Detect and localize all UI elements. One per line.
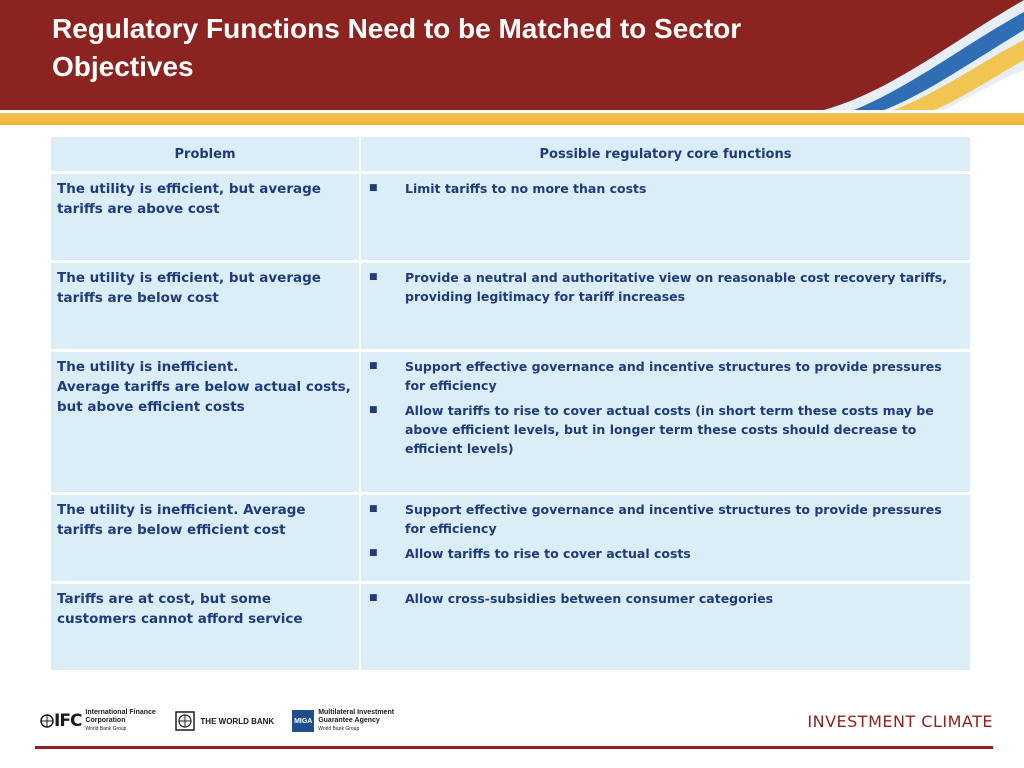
investment-climate-brand: INVESTMENT CLIMATE (807, 712, 993, 731)
footer-logos (40, 708, 400, 734)
problem-text: The utility is efficient, but average tariffs are below cost (57, 270, 321, 306)
miga-name: Multilateral Investment Guarantee Agency World Bank Group (318, 709, 395, 732)
problem-text: Tariffs are at cost, but some customers cannot afford service (57, 591, 303, 627)
functions-cell (361, 584, 970, 670)
problem-cell (51, 495, 359, 581)
table-row (51, 352, 970, 492)
function-bullet-item (369, 589, 964, 608)
function-text: Allow cross-subsidies between consumer categories (405, 591, 774, 606)
problem-cell (51, 174, 359, 260)
problem-text: The utility is inefficient. (57, 359, 239, 375)
square-bullet-icon: ■ (369, 548, 378, 558)
problem-text: The utility is inefficient. Average tariffs are below efficient cost (57, 502, 306, 538)
function-bullet-item (369, 179, 964, 198)
function-bullet-item (369, 401, 964, 458)
table-header-row (51, 137, 970, 171)
functions-cell (361, 495, 970, 581)
world-bank-globe-icon (175, 711, 195, 731)
function-bullet-item (369, 500, 964, 538)
column-header-problem: Problem (51, 137, 359, 171)
ifc-mark: IFC (54, 711, 82, 731)
square-bullet-icon: ■ (369, 405, 378, 415)
functions-cell (361, 352, 970, 492)
function-text: Allow tariffs to rise to cover actual costs (405, 546, 691, 561)
table-row (51, 584, 970, 670)
slide-header (0, 0, 1024, 110)
table-row (51, 174, 970, 260)
problem-cell (51, 584, 359, 670)
function-text: Limit tariffs to no more than costs (405, 181, 647, 196)
ifc-logo (40, 709, 157, 733)
problem-cell (51, 263, 359, 349)
column-header-functions: Possible regulatory core functions (361, 137, 970, 171)
header-swoosh-graphic (784, 0, 1024, 110)
function-bullet-item (369, 357, 964, 395)
function-text: Support effective governance and incentive structures to provide pressures for efficiency (405, 502, 942, 536)
world-bank-logo (175, 711, 274, 731)
footer-rule (35, 746, 993, 749)
ifc-name: International Finance Corporation World Bank Group (85, 709, 156, 732)
problem-text: Average tariffs are below actual costs, but above efficient costs (57, 379, 351, 415)
square-bullet-icon: ■ (369, 183, 378, 193)
functions-cell (361, 174, 970, 260)
table-row (51, 495, 970, 581)
square-bullet-icon: ■ (369, 272, 378, 282)
miga-logo (292, 709, 400, 733)
square-bullet-icon: ■ (369, 504, 378, 514)
globe-icon (40, 714, 54, 728)
world-bank-name: THE WORLD BANK (200, 716, 275, 726)
function-text: Provide a neutral and authoritative view on reasonable cost recovery tariffs, providing legitimacy for tariff increases (405, 270, 947, 304)
function-text: Allow tariffs to rise to cover actual costs (in short term these costs may be above efficient levels, but in longer term these costs should decrease to efficient levels) (405, 403, 934, 456)
problem-cell (51, 352, 359, 492)
function-text: Support effective governance and incentive structures to provide pressures for efficiency (405, 359, 942, 393)
function-bullet-item (369, 544, 964, 563)
slide-title: Regulatory Functions Need to be Matched to Sector Objectives (52, 13, 742, 82)
functions-cell (361, 263, 970, 349)
table-row (51, 263, 970, 349)
square-bullet-icon: ■ (369, 361, 378, 371)
regulatory-functions-table (49, 134, 972, 673)
function-bullet-item (369, 268, 964, 306)
header-gold-stripe (0, 113, 1024, 125)
problem-text: The utility is efficient, but average tariffs are above cost (57, 181, 321, 217)
miga-mark: MIGA (292, 710, 314, 732)
square-bullet-icon: ■ (369, 593, 378, 603)
